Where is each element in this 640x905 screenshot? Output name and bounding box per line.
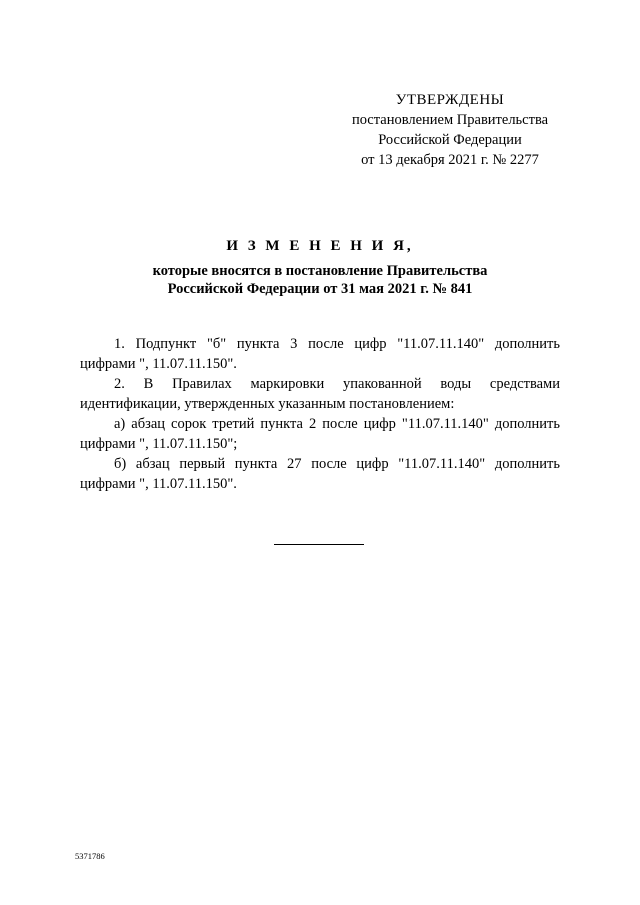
approval-line-1: постановлением Правительства bbox=[351, 112, 549, 128]
document-number: 5371786 bbox=[75, 851, 105, 861]
approval-line-3: от 13 декабря 2021 г. № 2277 bbox=[361, 152, 539, 168]
paragraph-2b: б) абзац первый пункта 27 после цифр "11.07.11.140" дополнить цифрами ", 11.07.11.150". bbox=[80, 456, 560, 492]
paragraph-1: 1. Подпункт "б" пункта 3 после цифр "11.07.11.140" дополнить цифрами ", 11.07.11.150". bbox=[80, 336, 560, 372]
separator-line bbox=[274, 544, 364, 545]
paragraph-2: 2. В Правилах маркировки упакованной воды средствами идентификации, утвержденных указанным постановлением: bbox=[80, 376, 560, 412]
paragraph-2a: а) абзац сорок третий пункта 2 после цифр "11.07.11.140" дополнить цифрами ", 11.07.11.150"; bbox=[80, 416, 560, 452]
approval-title: УТВЕРЖДЕНЫ bbox=[395, 92, 505, 108]
document-title: И З М Е Н Е Н И Я, bbox=[226, 238, 414, 254]
subtitle-line-1: которые вносятся в постановление Правительства bbox=[152, 263, 488, 279]
approval-stamp bbox=[320, 90, 580, 170]
document-subtitle bbox=[80, 262, 560, 298]
approval-line-2: Российской Федерации bbox=[378, 132, 522, 148]
subtitle-line-2: Российской Федерации от 31 мая 2021 г. № 841 bbox=[167, 281, 473, 297]
document-body bbox=[80, 334, 560, 494]
